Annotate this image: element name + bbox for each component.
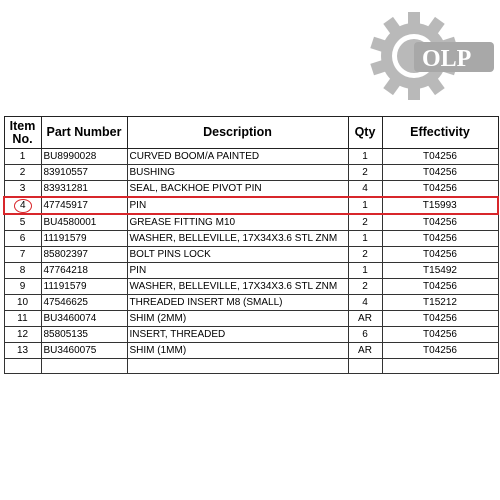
table-row: [4, 343, 498, 359]
cell-part-number: 85802397: [41, 247, 127, 263]
cell-part-number: 85805135: [41, 327, 127, 343]
header-qty: Qty: [348, 117, 382, 149]
cell-description: THREADED INSERT M8 (SMALL): [127, 295, 348, 311]
table-body: [4, 149, 498, 374]
table-header-row: [4, 117, 498, 149]
cell-description: PIN: [127, 263, 348, 279]
cell-qty: 4: [348, 181, 382, 198]
table-row: [4, 327, 498, 343]
empty-table-row: [4, 359, 498, 374]
cell-item-no: 13: [4, 343, 41, 359]
cell-description: WASHER, BELLEVILLE, 17X34X3.6 STL ZNM: [127, 279, 348, 295]
cell-effectivity: T04256: [382, 279, 498, 295]
cell-item-no: 12: [4, 327, 41, 343]
cell-effectivity: T04256: [382, 149, 498, 165]
table-row: [4, 279, 498, 295]
cell-item-no: 8: [4, 263, 41, 279]
cell-effectivity: T04256: [382, 327, 498, 343]
cell-description: SHIM (2MM): [127, 311, 348, 327]
cell-item-no: 5: [4, 214, 41, 231]
cell-qty: AR: [348, 343, 382, 359]
cell-item-no: [4, 197, 41, 214]
cell-qty: 2: [348, 165, 382, 181]
olp-logo: [370, 6, 498, 106]
cell-description: BOLT PINS LOCK: [127, 247, 348, 263]
table-row: [4, 311, 498, 327]
cell-effectivity: T04256: [382, 165, 498, 181]
header-part-number: Part Number: [41, 117, 127, 149]
cell-qty: 2: [348, 214, 382, 231]
table-row: [4, 214, 498, 231]
empty-cell: [41, 359, 127, 374]
cell-item-no: 1: [4, 149, 41, 165]
cell-item-no: 10: [4, 295, 41, 311]
cell-qty: 4: [348, 295, 382, 311]
table-row: [4, 295, 498, 311]
cell-qty: 1: [348, 149, 382, 165]
header-effectivity: Effectivity: [382, 117, 498, 149]
cell-item-no: 7: [4, 247, 41, 263]
table-row: [4, 181, 498, 198]
cell-part-number: 83910557: [41, 165, 127, 181]
cell-qty: 2: [348, 279, 382, 295]
cell-item-no: 3: [4, 181, 41, 198]
cell-qty: 6: [348, 327, 382, 343]
cell-part-number: 47745917: [41, 197, 127, 214]
table-row: [4, 165, 498, 181]
table-row: [4, 263, 498, 279]
cell-effectivity: T04256: [382, 247, 498, 263]
table-row: [4, 197, 498, 214]
cell-description: BUSHING: [127, 165, 348, 181]
cell-description: INSERT, THREADED: [127, 327, 348, 343]
cell-qty: 2: [348, 247, 382, 263]
empty-cell: [4, 359, 41, 374]
table-row: [4, 231, 498, 247]
cell-qty: 1: [348, 263, 382, 279]
cell-part-number: BU8990028: [41, 149, 127, 165]
cell-qty: 1: [348, 231, 382, 247]
cell-effectivity: T15993: [382, 197, 498, 214]
empty-cell: [382, 359, 498, 374]
cell-effectivity: T04256: [382, 311, 498, 327]
item-callout-circle: 4: [14, 199, 32, 213]
empty-cell: [348, 359, 382, 374]
header-item-no: Item No.: [4, 117, 41, 149]
empty-cell: [127, 359, 348, 374]
cell-effectivity: T04256: [382, 231, 498, 247]
cell-description: SHIM (1MM): [127, 343, 348, 359]
cell-description: SEAL, BACKHOE PIVOT PIN: [127, 181, 348, 198]
cell-qty: 1: [348, 197, 382, 214]
table-row: [4, 149, 498, 165]
cell-effectivity: T15492: [382, 263, 498, 279]
header-description: Description: [127, 117, 348, 149]
table-row: [4, 247, 498, 263]
cell-effectivity: T04256: [382, 343, 498, 359]
cell-description: CURVED BOOM/A PAINTED: [127, 149, 348, 165]
cell-description: PIN: [127, 197, 348, 214]
cell-item-no: 2: [4, 165, 41, 181]
cell-qty: AR: [348, 311, 382, 327]
cell-description: GREASE FITTING M10: [127, 214, 348, 231]
logo-text: OLP: [422, 46, 472, 72]
cell-effectivity: T04256: [382, 181, 498, 198]
cell-part-number: 83931281: [41, 181, 127, 198]
cell-part-number: 47764218: [41, 263, 127, 279]
cell-description: WASHER, BELLEVILLE, 17X34X3.6 STL ZNM: [127, 231, 348, 247]
cell-part-number: BU4580001: [41, 214, 127, 231]
cell-item-no: 6: [4, 231, 41, 247]
cell-part-number: 11191579: [41, 279, 127, 295]
cell-part-number: 47546625: [41, 295, 127, 311]
parts-table: [3, 116, 499, 374]
cell-part-number: BU3460074: [41, 311, 127, 327]
cell-part-number: BU3460075: [41, 343, 127, 359]
cell-effectivity: T04256: [382, 214, 498, 231]
cell-part-number: 11191579: [41, 231, 127, 247]
cell-item-no: 11: [4, 311, 41, 327]
cell-effectivity: T15212: [382, 295, 498, 311]
cell-item-no: 9: [4, 279, 41, 295]
